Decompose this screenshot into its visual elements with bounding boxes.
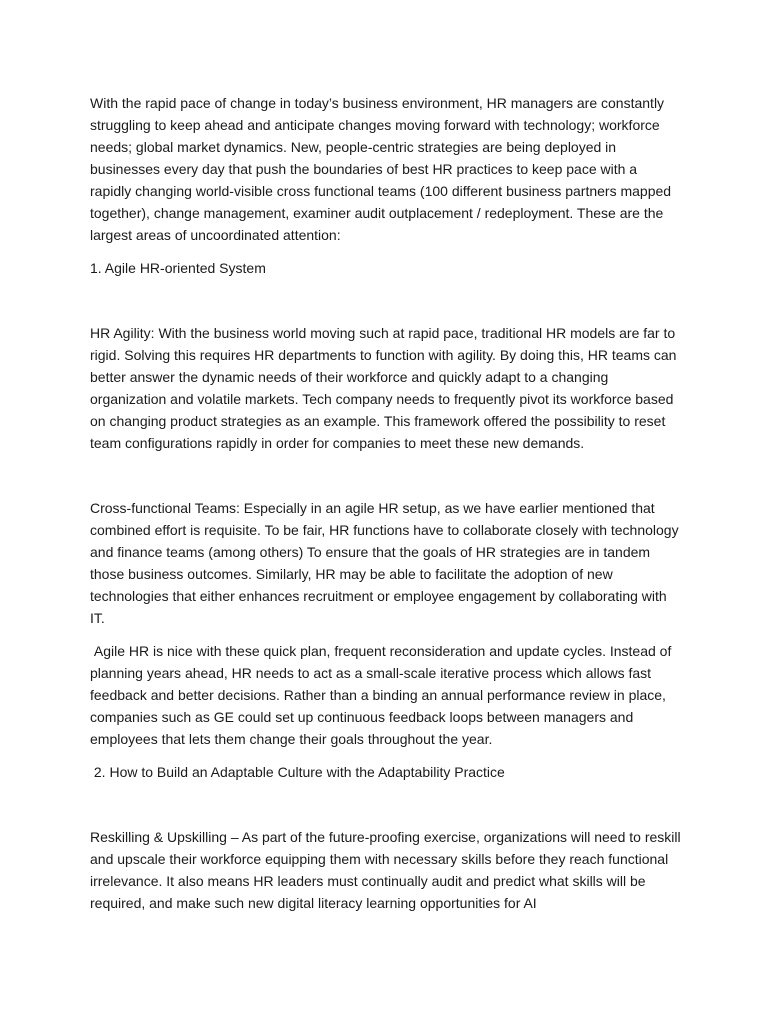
cross-functional-teams-paragraph: Cross-functional Teams: Especially in an agile HR setup, as we have earlier mentioned that combined effort is requisite. To be fair, HR functions have to collaborate closely with technology and finance teams (among others) To ensure that the goals of HR strategies are in tandem those business outcomes. Similarly, HR may be able to facilitate the adoption of new technologies that either enhances recruitment or employee engagement by collaborating with IT. [90,500,679,626]
document-body [90,92,682,914]
section-heading-agile-hr: 1. Agile HR-oriented System [90,260,266,276]
section-heading-adaptable-culture: 2. How to Build an Adaptable Culture with the Adaptability Practice [90,764,505,780]
agile-hr-cycles-paragraph: Agile HR is nice with these quick plan, frequent reconsideration and update cycles. Instead of planning years ahead, HR needs to act as a small-scale iterative process which allows fast feedback and better decisions. Rather than a binding an annual performance review in place, companies such as GE could set up continuous feedback loops between managers and employees that lets them change their goals throughout the year. [90,643,676,747]
reskilling-paragraph: Reskilling & Upskilling – As part of the future-proofing exercise, organizations will need to reskill and upscale their workforce equipping them with necessary skills before they reach functional irrelevance. It also means HR leaders must continually audit and predict what skills will be required, and make such new digital literacy learning opportunities for AI [90,829,681,911]
hr-agility-paragraph: HR Agility: With the business world moving such at rapid pace, traditional HR models are far to rigid. Solving this requires HR departments to function with agility. By doing this, HR teams can better answer the dynamic needs of their workforce and quickly adapt to a changing organization and volatile markets. Tech company needs to frequently pivot its workforce based on changing product strategies as an example. This framework offered the possibility to reset team configurations rapidly in order for companies to meet these new demands. [90,325,677,451]
intro-paragraph: With the rapid pace of change in today’s business environment, HR managers are constantly struggling to keep ahead and anticipate changes moving forward with technology; workforce needs; global market dynamics. New, people-centric strategies are being deployed in businesses every day that push the boundaries of best HR practices to keep pace with a rapidly changing world-visible cross functional teams (100 different business partners mapped together), change management, examiner audit outplacement / redeployment. These are the largest areas of uncoordinated attention: [90,95,672,243]
